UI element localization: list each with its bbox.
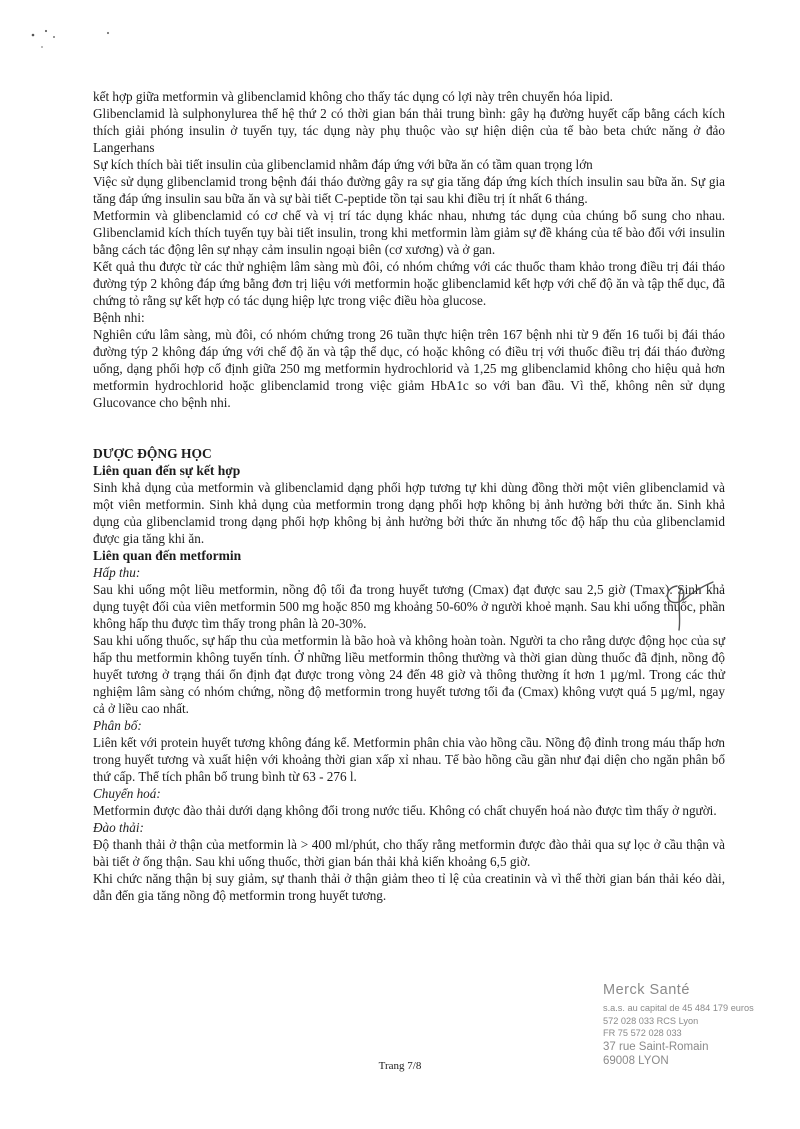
paragraph: Khi chức năng thận bị suy giảm, sự thanh thải ở thận giảm theo tỉ lệ của creatinin và vì thế thời gian bán thải kéo dài, dẫn đến gia tăng nồng độ metformin trong huyết tương. bbox=[93, 871, 725, 903]
section-heading-pharmacokinetics: DƯỢC ĐỘNG HỌC bbox=[93, 446, 212, 461]
company-stamp bbox=[603, 982, 778, 1068]
paragraph: Việc sử dụng glibenclamid trong bệnh đái tháo đường gây ra sự gia tăng đáp ứng kích thích insulin sau bữa ăn. Sự gia tăng đáp ứng insulin sau bữa ăn và sự bài tiết C-peptide tồn tại sau khi điều trị ít nhất 6 tháng. bbox=[93, 174, 725, 206]
paragraph: Sau khi uống thuốc, sự hấp thu của metformin là bão hoà và không hoàn toàn. Người ta cho rằng dược động học của sự hấp thu metformin không tuyến tính. Ở những liều metformin thông thường và thời gian dùng thuốc đã định, nồng độ huyết tương ở trạng thái ổn định đạt được trong vòng 24 đến 48 giờ và thông thường ít hơn 1 µg/ml. Trong các thử nghiệm lâm sàng có nhóm chứng, nồng độ metformin trong huyết tương tối đa (Cmax) không vượt quá 5 µg/ml, ngay cả ở liều cao nhất. bbox=[93, 633, 725, 716]
label-metabolism: Chuyển hoá: bbox=[93, 786, 161, 801]
paragraph: Liên kết với protein huyết tương không đáng kể. Metformin phân chia vào hồng cầu. Nồng độ đỉnh trong máu thấp hơn trong huyết tương và xuất hiện với khoảng thời gian xấp xỉ nhau. Tế bào hồng cầu gần như đại diện cho ngăn phân bố thứ cấp. Thể tích phân bố trung bình từ 63 - 276 l. bbox=[93, 735, 725, 784]
paragraph: kết hợp giữa metformin và glibenclamid không cho thấy tác dụng có lợi này trên chuyển hóa lipid. bbox=[93, 89, 613, 104]
paragraph: Sự kích thích bài tiết insulin của glibenclamid nhằm đáp ứng với bữa ăn có tầm quan trọng lớn bbox=[93, 157, 593, 172]
page-number: Trang 7/8 bbox=[378, 1060, 422, 1072]
subheading-metformin: Liên quan đến metformin bbox=[93, 548, 242, 563]
stamp-company-name: Merck Santé bbox=[603, 982, 690, 998]
handwritten-signature bbox=[655, 578, 715, 633]
label-absorption: Hấp thu: bbox=[93, 565, 141, 580]
paragraph: Glibenclamid là sulphonylurea thế hệ thứ 2 có thời gian bán thải trung bình: gây hạ đường huyết cấp bằng cách kích thích giải phóng insulin ở tuyến tụy, tác dụng này phụ thuộc vào sự hiện diện của tế bào beta chức năng ở đảo Langerhans bbox=[93, 106, 725, 155]
document-body bbox=[93, 88, 725, 904]
subsection-label-pediatric: Bệnh nhi: bbox=[93, 310, 145, 325]
paragraph: Metformin và glibenclamid có cơ chế và vị trí tác dụng khác nhau, nhưng tác dụng của chúng bổ sung cho nhau. Glibenclamid kích thích tuyến tụy bài tiết insulin, trong khi metformin làm giảm sự đề kháng của tế bào đối với insulin bằng cách tác động lên sự nhạy cảm insulin ngoại biên (cơ xương) và ở gan. bbox=[93, 208, 725, 257]
label-distribution: Phân bố: bbox=[93, 718, 142, 733]
stamp-line: 37 rue Saint-Romain bbox=[603, 1040, 709, 1053]
paragraph: Kết quả thu được từ các thử nghiệm lâm sàng mù đôi, có nhóm chứng với các thuốc tham khảo trong điều trị đái tháo đường týp 2 không đáp ứng bằng đơn trị liệu với metformin hoặc glibenclamid kết hợp với chế độ ăn và tập thể dục, đã chứng tỏ rằng sự kết hợp có tác dụng hiệp lực trong việc điều hòa glucose. bbox=[93, 259, 725, 308]
paragraph: Metformin được đào thải dưới dạng không đổi trong nước tiểu. Không có chất chuyển hoá nào được tìm thấy ở người. bbox=[93, 803, 717, 818]
subheading-combination: Liên quan đến sự kết hợp bbox=[93, 463, 241, 478]
paragraph: Nghiên cứu lâm sàng, mù đôi, có nhóm chứng trong 26 tuần thực hiện trên 167 bệnh nhi từ 9 đến 16 tuổi bị đái tháo đường týp 2 không đáp ứng với chế độ ăn và tập thể dục, có hoặc không có điều trị với thuốc điều trị đái tháo đường uống, dạng phối hợp cố định giữa 250 mg metformin hydrochlorid và 1,25 mg glibenclamid không cho hiệu quả hơn metformin hydrochlorid hoặc glibenclamid trong việc giảm HbA1c so với ban đầu. Vì thế, không nên sử dụng Glucovance cho bệnh nhi. bbox=[93, 327, 725, 410]
stamp-line: s.a.s. au capital de 45 484 179 euros bbox=[603, 1003, 754, 1013]
stamp-line: FR 75 572 028 033 bbox=[603, 1028, 682, 1038]
paragraph: Sinh khả dụng của metformin và glibenclamid dạng phối hợp tương tự khi dùng đồng thời một viên glibenclamid và một viên metformin. Sinh khả dụng của metformin trong dạng phối hợp không bị ảnh hưởng bởi thức ăn. Sinh khả dụng của glibenclamid trong dạng phối hợp không bị ảnh hưởng bởi thức ăn nhưng tốc độ hấp thu của glibenclamid được gia tăng khi ăn. bbox=[93, 480, 725, 546]
stamp-line: 572 028 033 RCS Lyon bbox=[603, 1015, 699, 1026]
paragraph: Sau khi uống một liều metformin, nồng độ tối đa trong huyết tương (Cmax) đạt được sau 2,5 giờ (Tmax). Sinh khả dụng tuyệt đối của viên metformin 500 mg hoặc 850 mg khoảng 50-60% ở người khoẻ mạnh. Sau khi uống thuốc, phần không hấp thu được tìm thấy trong phân là 20-30%. bbox=[93, 582, 725, 631]
stamp-line: 69008 LYON bbox=[603, 1054, 669, 1067]
scan-artifact-dots bbox=[30, 25, 120, 55]
label-elimination: Đào thải: bbox=[93, 820, 144, 835]
paragraph: Độ thanh thải ở thận của metformin là > 400 ml/phút, cho thấy rằng metformin được đào thải qua sự lọc ở cầu thận và bài tiết ở ống thận. Sau khi uống thuốc, thời gian bán thải khả kiến khoảng 6,5 giờ. bbox=[93, 837, 725, 869]
